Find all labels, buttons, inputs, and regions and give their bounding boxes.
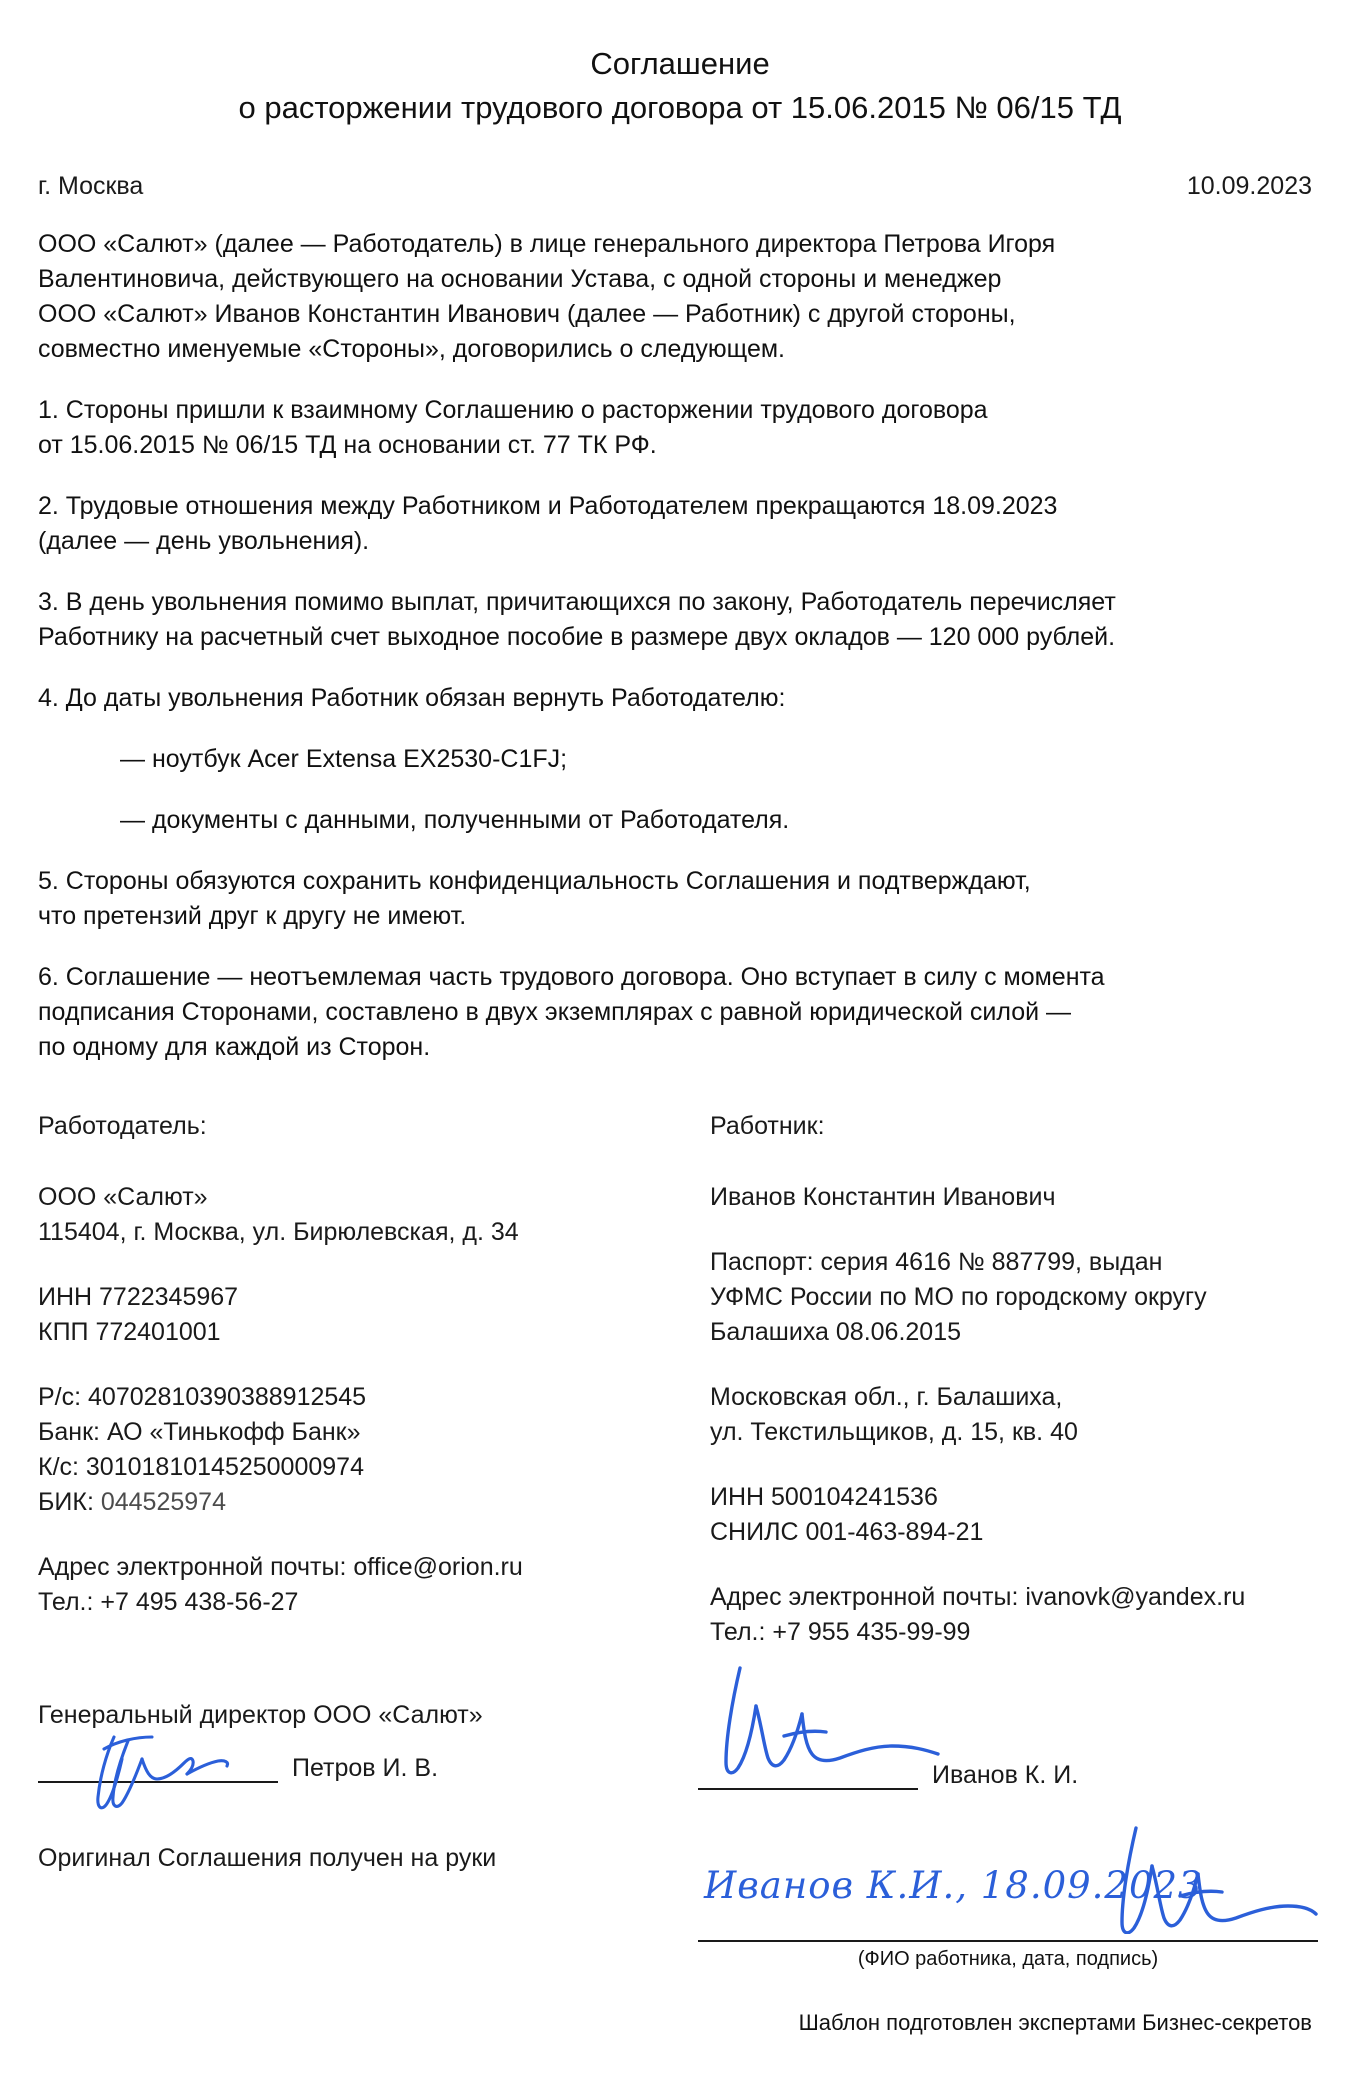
employee-fullname-group — [710, 1180, 1322, 1215]
handwritten-name-date-ink — [698, 1824, 1318, 1934]
employee-fullname: Иванов Константин Иванович — [710, 1183, 1056, 1211]
employee-heading: Работник: — [710, 1112, 825, 1140]
employer-bik-label: БИК: — [38, 1488, 101, 1516]
employer-bik-value: 044525974 — [100, 1488, 226, 1516]
intro-line-4: совместно именуемые «Стороны», договорились о следующем. — [38, 335, 785, 363]
employee-phone: Тел.: +7 955 435-99-99 — [710, 1618, 971, 1646]
director-signature-row — [38, 1751, 658, 1783]
employee-passport-line-3: Балашиха 08.06.2015 — [710, 1318, 962, 1346]
title-line-1: Соглашение — [590, 46, 770, 81]
clause-2-line-1: 2. Трудовые отношения между Работником и Работодателем прекращаются 18.09.2023 — [38, 492, 1058, 520]
handwritten-caption: (ФИО работника, дата, подпись) — [857, 1948, 1159, 1970]
employee-passport-line-1: Паспорт: серия 4616 № 887799, выдан — [710, 1248, 1163, 1276]
intro-line-1: ООО «Салют» (далее — Работодатель) в лице генерального директора Петрова Игоря — [38, 230, 1056, 258]
intro-line-3: ООО «Салют» Иванов Константин Иванович (далее — Работник) с другой стороны, — [38, 300, 1016, 328]
clause-3 — [38, 585, 1322, 655]
clause-4-item-1: — ноутбук Acer Extensa EX2530-C1FJ; — [120, 745, 568, 773]
city-label: г. Москва — [38, 172, 144, 200]
employer-email: Адрес электронной почты: office@orion.ru — [38, 1553, 523, 1581]
requisites-columns — [38, 1109, 1322, 1680]
employer-account: Р/с: 40702810390388912545 — [38, 1383, 367, 1411]
employer-corr-account: К/с: 30101810145250000974 — [38, 1453, 364, 1481]
employer-contacts — [38, 1550, 680, 1620]
employee-signature-line[interactable] — [698, 1758, 918, 1790]
director-signature-line[interactable] — [38, 1751, 278, 1783]
clause-1-line-2: от 15.06.2015 № 06/15 ТД на основании ст. 77 ТК РФ. — [38, 431, 657, 459]
employee-snils: СНИЛС 001-463-894-21 — [710, 1518, 984, 1546]
employee-address-line-2: ул. Текстильщиков, д. 15, кв. 40 — [710, 1418, 1078, 1446]
employer-bik-row — [38, 1485, 680, 1520]
employee-contacts — [710, 1580, 1322, 1650]
clause-3-line-1: 3. В день увольнения помимо выплат, причитающихся по закону, Работодатель перечисляет — [38, 588, 1116, 616]
city-date-row — [38, 172, 1322, 201]
clause-1 — [38, 393, 1322, 463]
employee-inn: ИНН 500104241536 — [710, 1483, 938, 1511]
employer-address: 115404, г. Москва, ул. Бирюлевская, д. 34 — [38, 1218, 519, 1246]
footer-note: Шаблон подготовлен экспертами Бизнес-секретов — [798, 2010, 1312, 2035]
employee-address — [710, 1380, 1322, 1450]
employer-kpp: КПП 772401001 — [38, 1318, 221, 1346]
handwritten-underline — [698, 1940, 1318, 1942]
clause-4 — [38, 681, 1322, 716]
employee-signature-block — [698, 1698, 1338, 1971]
document-body — [38, 227, 1322, 1065]
employee-tax-ids — [710, 1480, 1322, 1550]
clause-5 — [38, 864, 1322, 934]
handwritten-confirmation — [698, 1824, 1338, 1971]
employee-signature-row — [698, 1758, 1338, 1790]
clause-2 — [38, 489, 1322, 559]
employer-heading: Работодатель: — [38, 1112, 207, 1140]
employer-identity — [38, 1180, 680, 1250]
director-name: Петров И. В. — [292, 1754, 439, 1782]
handwritten-name-date-text: Иванов К.И., 18.09.2023 — [704, 1864, 1203, 1907]
employee-passport-line-2: УФМС России по МО по городскому округу — [710, 1283, 1207, 1311]
employee-column — [680, 1109, 1322, 1680]
original-received-note: Оригинал Соглашения получен на руки — [38, 1844, 497, 1872]
signature-area — [38, 1698, 1322, 1970]
employer-phone: Тел.: +7 495 438-56-27 — [38, 1588, 299, 1616]
clause-4-item-2: — документы с данными, полученными от Работодателя. — [120, 806, 790, 834]
employee-short-name: Иванов К. И. — [932, 1761, 1079, 1789]
employer-column — [38, 1109, 680, 1680]
clause-5-line-2: что претензий друг к другу не имеют. — [38, 902, 467, 930]
document-date: 10.09.2023 — [1186, 172, 1312, 200]
employer-inn: ИНН 7722345967 — [38, 1283, 239, 1311]
intro-line-2: Валентиновича, действующего на основании Устава, с одной стороны и менеджер — [38, 265, 1002, 293]
employee-passport — [710, 1245, 1322, 1350]
title-line-2: о расторжении трудового договора от 15.06.2015 № 06/15 ТД — [238, 90, 1122, 125]
employer-signature-block — [38, 1698, 658, 1876]
employee-email: Адрес электронной почты: ivanovk@yandex.ru — [710, 1583, 1246, 1611]
employer-tax-ids — [38, 1280, 680, 1350]
clause-6-line-2: подписания Сторонами, составлено в двух экземплярах с равной юридической силой — — [38, 998, 1072, 1026]
clause-6-line-1: 6. Соглашение — неотъемлемая часть трудового договора. Оно вступает в силу с момента — [38, 963, 1105, 991]
page-title — [38, 0, 1322, 130]
clause-6 — [38, 960, 1322, 1065]
employee-address-line-1: Московская обл., г. Балашиха, — [710, 1383, 1063, 1411]
employer-bank-details — [38, 1380, 680, 1520]
employer-company: ООО «Салют» — [38, 1183, 208, 1211]
director-title: Генеральный директор ООО «Салют» — [38, 1701, 483, 1729]
clause-1-line-1: 1. Стороны пришли к взаимному Соглашению о расторжении трудового договора — [38, 396, 988, 424]
clause-3-line-2: Работнику на расчетный счет выходное пособие в размере двух окладов — 120 000 рублей. — [38, 623, 1116, 651]
employer-bank-name: Банк: АО «Тинькофф Банк» — [38, 1418, 361, 1446]
clause-4-line-1: 4. До даты увольнения Работник обязан вернуть Работодателю: — [38, 684, 786, 712]
clause-2-line-2: (далее — день увольнения). — [38, 527, 370, 555]
intro-paragraph — [38, 227, 1322, 367]
clause-5-line-1: 5. Стороны обязуются сохранить конфиденциальность Соглашения и подтверждают, — [38, 867, 1031, 895]
clause-6-line-3: по одному для каждой из Сторон. — [38, 1033, 431, 1061]
